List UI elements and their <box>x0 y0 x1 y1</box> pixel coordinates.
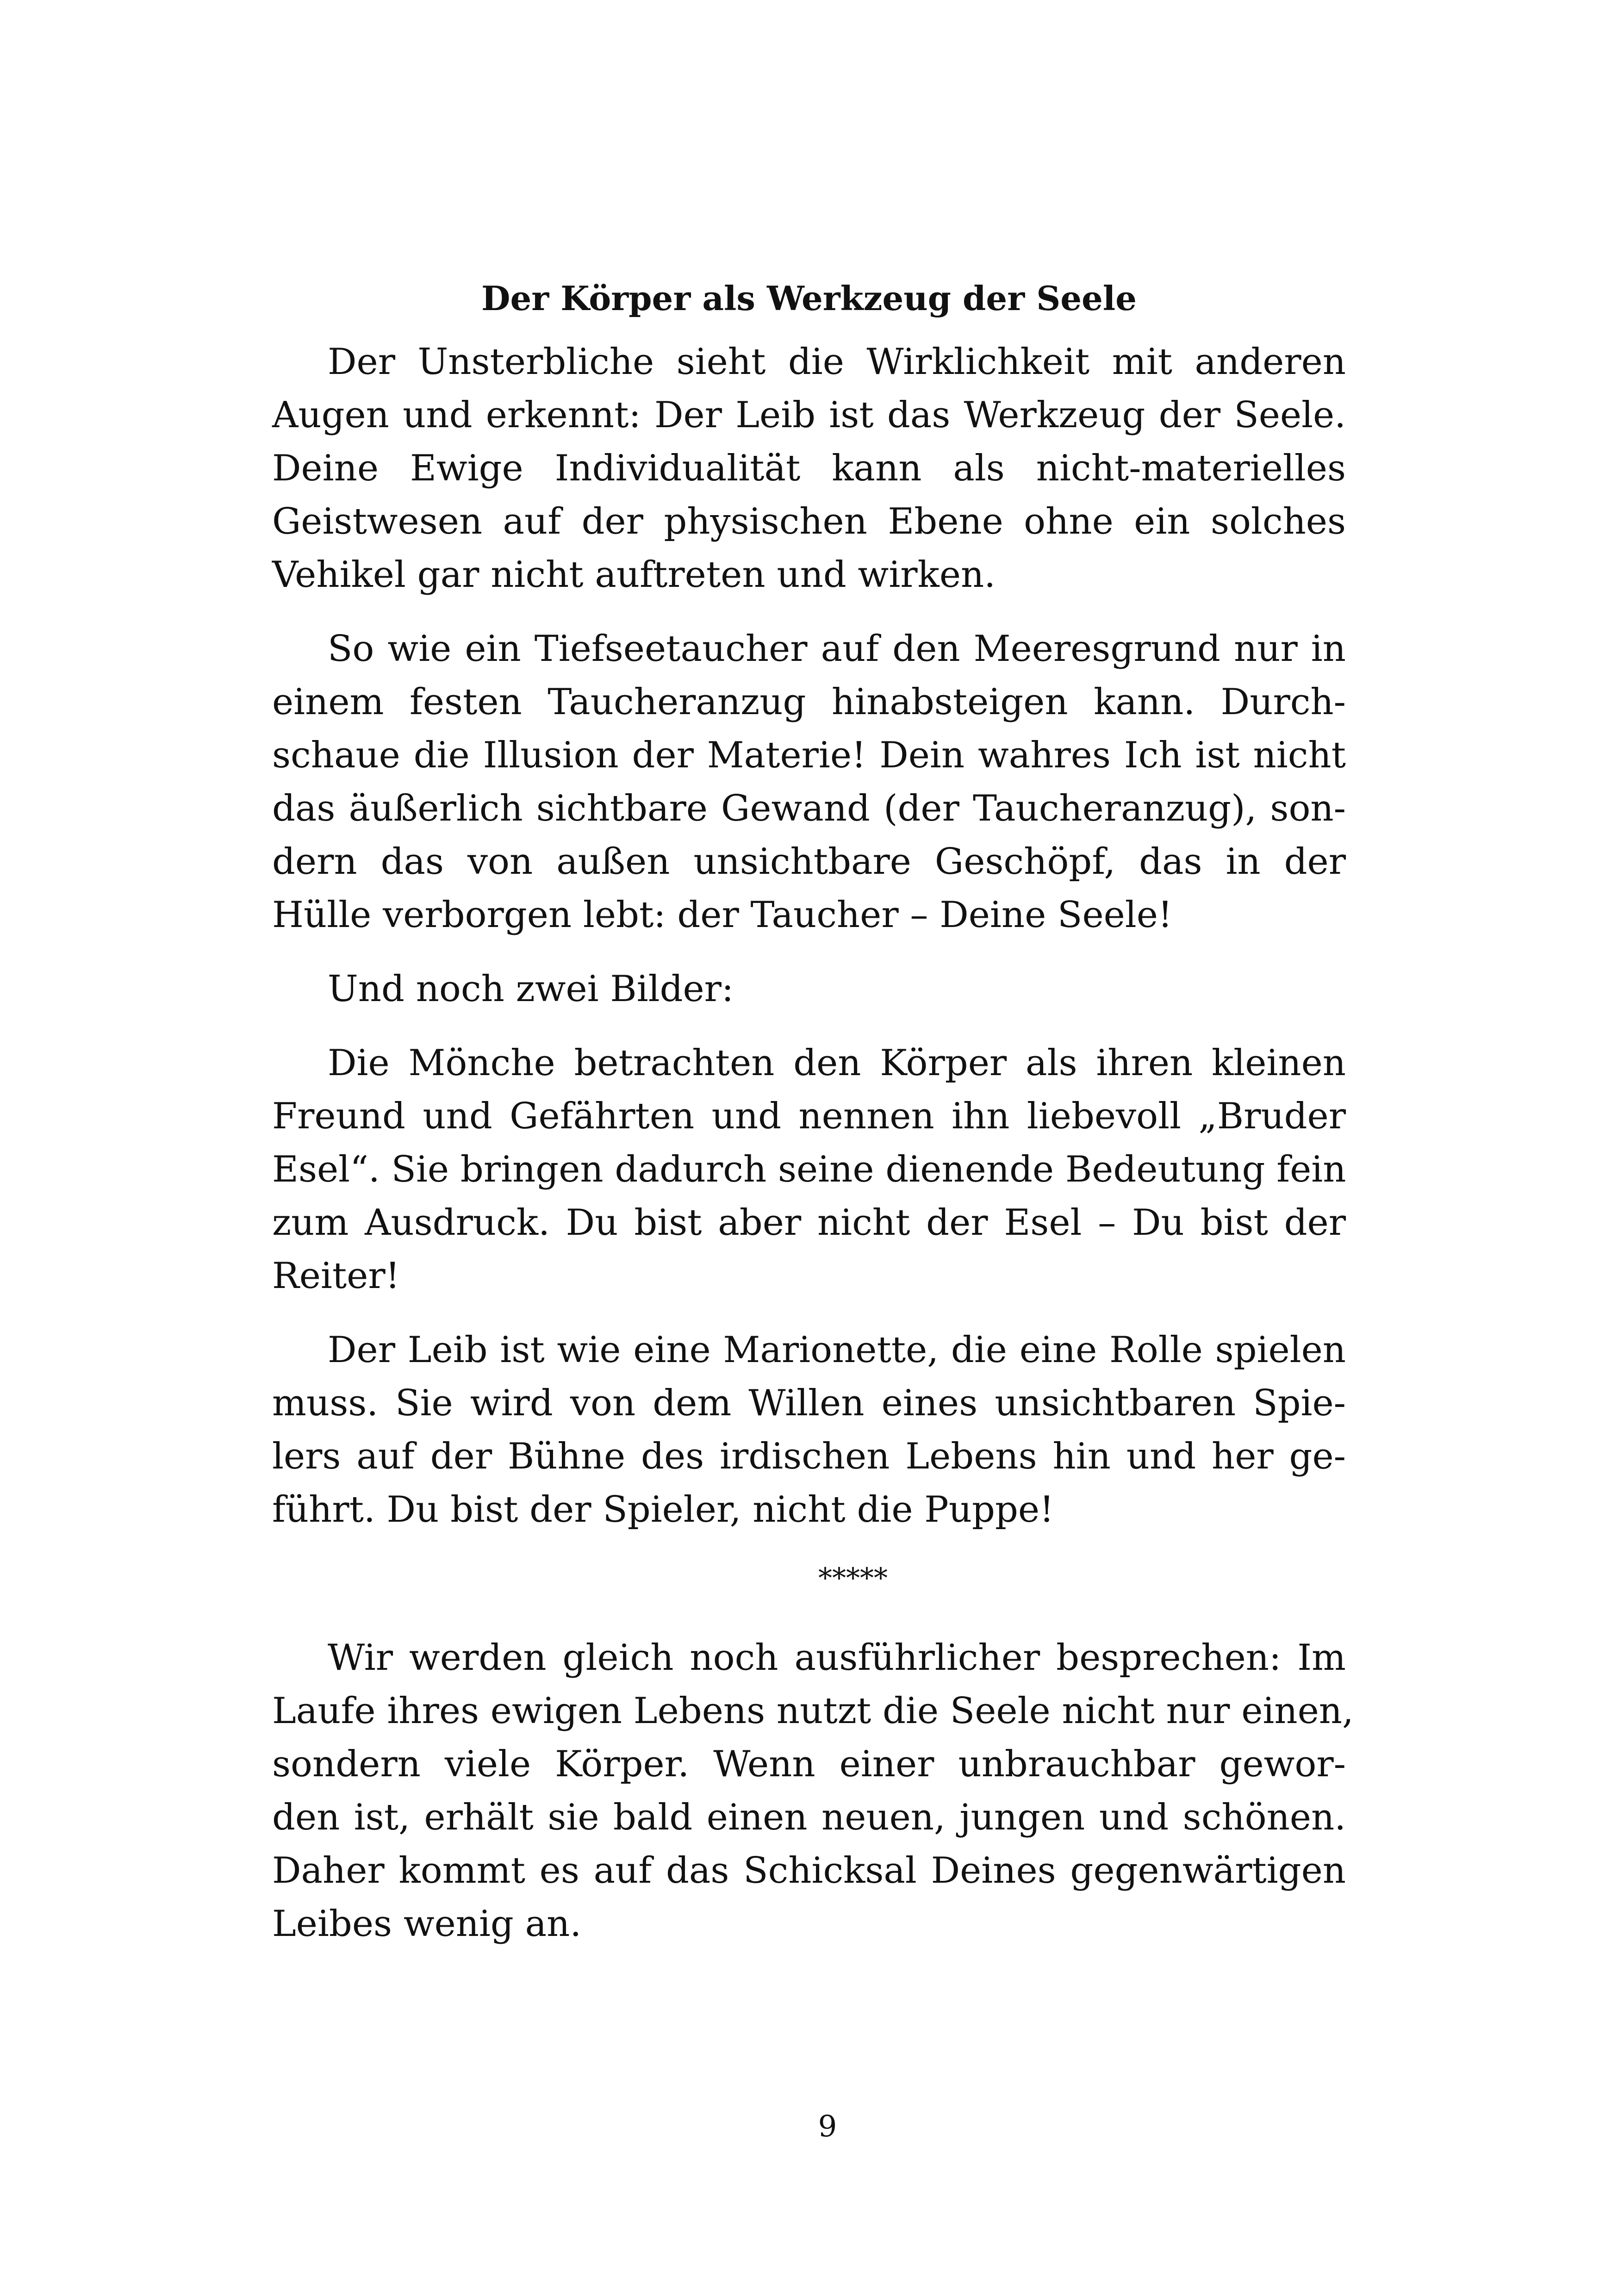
section-separator: ***** <box>818 1562 888 1594</box>
chapter-heading: Der Körper als Werkzeug der Seele <box>481 279 1137 318</box>
paragraphs-before-separator <box>272 336 1346 1537</box>
text-line: Der Leib ist wie eine Marionette, die eine Rolle spielen <box>328 1329 1346 1371</box>
text-line: muss. Sie wird von dem Willen eines unsichtbaren Spie- <box>272 1382 1346 1424</box>
text-line: lers auf der Bühne des irdischen Lebens hin und her ge- <box>272 1436 1346 1477</box>
text-line: führt. Du bist der Spieler, nicht die Puppe! <box>272 1489 1054 1531</box>
text-line: dern das von außen unsichtbare Geschöpf, das in der <box>272 841 1346 883</box>
text-line: Freund und Gefährten und nennen ihn liebevoll „Bruder <box>272 1095 1346 1137</box>
text-line: schaue die Illusion der Materie! Dein wahres Ich ist nicht <box>272 734 1346 776</box>
paragraph <box>272 1631 1354 1951</box>
text-line: den ist, erhält sie bald einen neuen, jungen und schönen. <box>272 1797 1346 1838</box>
text-line: Daher kommt es auf das Schicksal Deines gegenwärtigen <box>272 1850 1346 1892</box>
text-line: So wie ein Tiefseetaucher auf den Meeresgrund nur in <box>328 628 1346 670</box>
page-number: 9 <box>818 2109 837 2144</box>
text-line: Die Mönche betrachten den Körper als ihren kleinen <box>328 1042 1346 1084</box>
text-line: Wir werden gleich noch ausführlicher besprechen: Im <box>328 1637 1346 1679</box>
text-line: Laufe ihres ewigen Lebens nutzt die Seele nicht nur einen, <box>272 1690 1354 1732</box>
paragraph <box>272 1037 1346 1303</box>
text-line: Deine Ewige Individualität kann als nicht-materielles <box>272 448 1346 489</box>
text-line: Reiter! <box>272 1255 400 1297</box>
paragraph <box>272 336 1346 602</box>
text-line: Vehikel gar nicht auftreten und wirken. <box>272 554 996 596</box>
text-block <box>272 273 1354 1972</box>
text-line: Der Unsterbliche sieht die Wirklichkeit mit anderen <box>328 341 1346 383</box>
text-line: das äußerlich sichtbare Gewand (der Taucheranzug), son- <box>272 788 1346 829</box>
text-line: zum Ausdruck. Du bist aber nicht der Esel – Du bist der <box>272 1202 1346 1244</box>
paragraphs-after-separator <box>272 1631 1354 1951</box>
text-line: sondern viele Körper. Wenn einer unbrauchbar gewor- <box>272 1743 1346 1785</box>
text-line: Geistwesen auf der physischen Ebene ohne ein solches <box>272 501 1346 542</box>
text-line: Augen und erkennt: Der Leib ist das Werkzeug der Seele. <box>272 394 1346 436</box>
text-line: Und noch zwei Bilder: <box>328 968 734 1010</box>
text-line: einem festen Taucheranzug hinabsteigen kann. Durch- <box>272 681 1346 723</box>
text-line: Esel“. Sie bringen dadurch seine dienende Bedeutung fein <box>272 1149 1346 1190</box>
paragraph <box>272 963 1346 1016</box>
paragraph <box>272 1324 1346 1537</box>
text-line: Leibes wenig an. <box>272 1903 582 1945</box>
text-line: Hülle verborgen lebt: der Taucher – Deine Seele! <box>272 894 1173 936</box>
paragraph <box>272 622 1346 942</box>
